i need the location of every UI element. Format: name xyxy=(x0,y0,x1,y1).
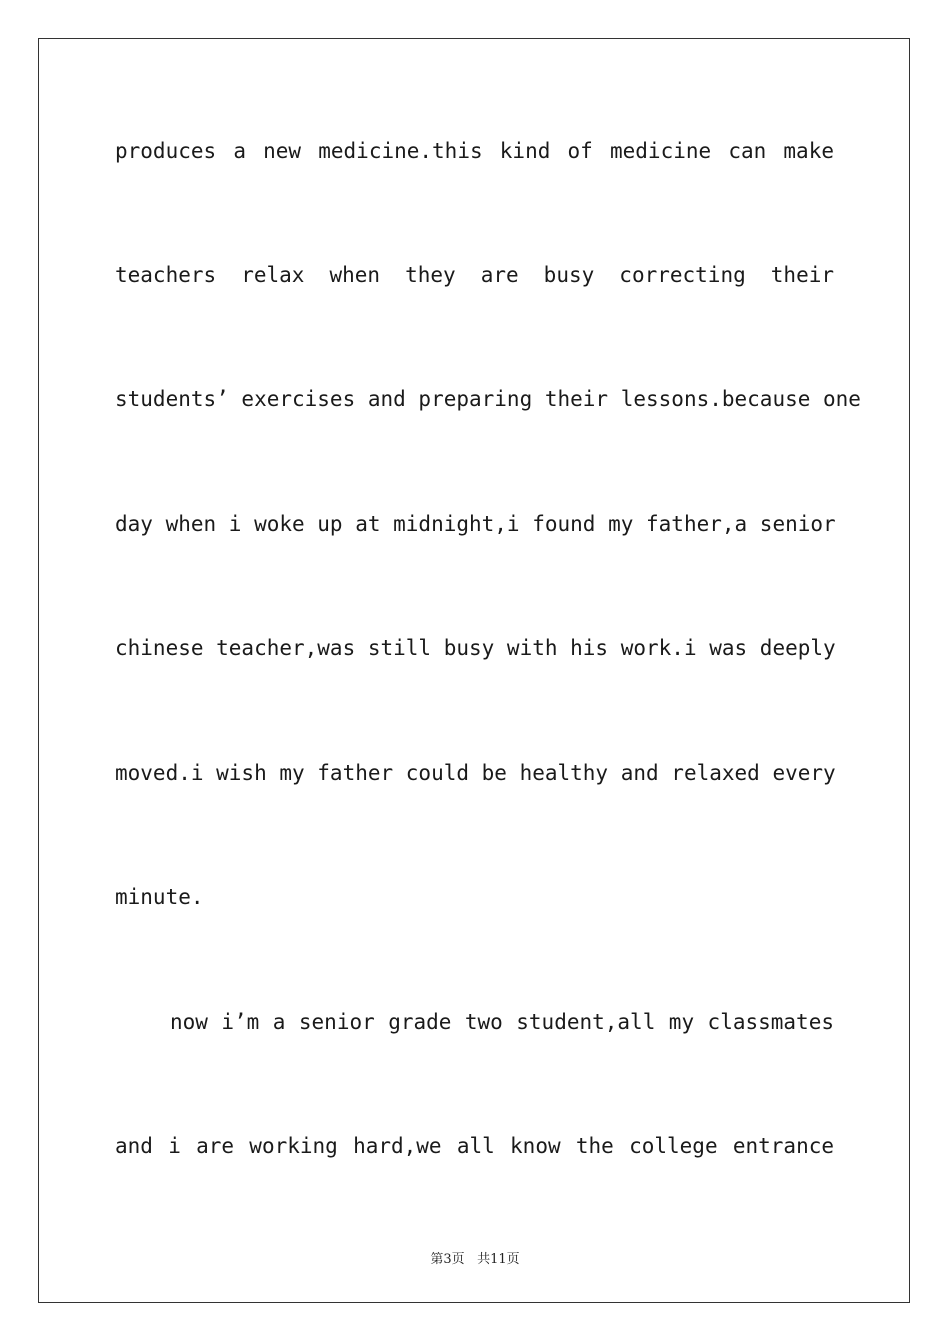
paragraph-first-line: now i’m a senior grade two student,all my classmates xyxy=(170,1010,834,1034)
body-text-line: and i are working hard,we all know the college entrance xyxy=(115,1134,834,1158)
body-text-line: students’ exercises and preparing their lessons.because one xyxy=(115,387,861,411)
page-number: 第3页 xyxy=(430,1252,465,1267)
body-text-line: moved.i wish my father could be healthy and relaxed every xyxy=(115,761,836,785)
total-pages: 共11页 xyxy=(477,1252,520,1267)
body-text-line: chinese teacher,was still busy with his work.i was deeply xyxy=(115,636,836,660)
body-text-line: teachers relax when they are busy correcting their xyxy=(115,263,834,287)
body-text-line: day when i woke up at midnight,i found my father,a senior xyxy=(115,512,836,536)
page-border xyxy=(38,38,910,1303)
page-footer xyxy=(0,1248,950,1267)
body-text-line: minute. xyxy=(115,885,204,909)
body-text-line: produces a new medicine.this kind of medicine can make xyxy=(115,139,834,163)
